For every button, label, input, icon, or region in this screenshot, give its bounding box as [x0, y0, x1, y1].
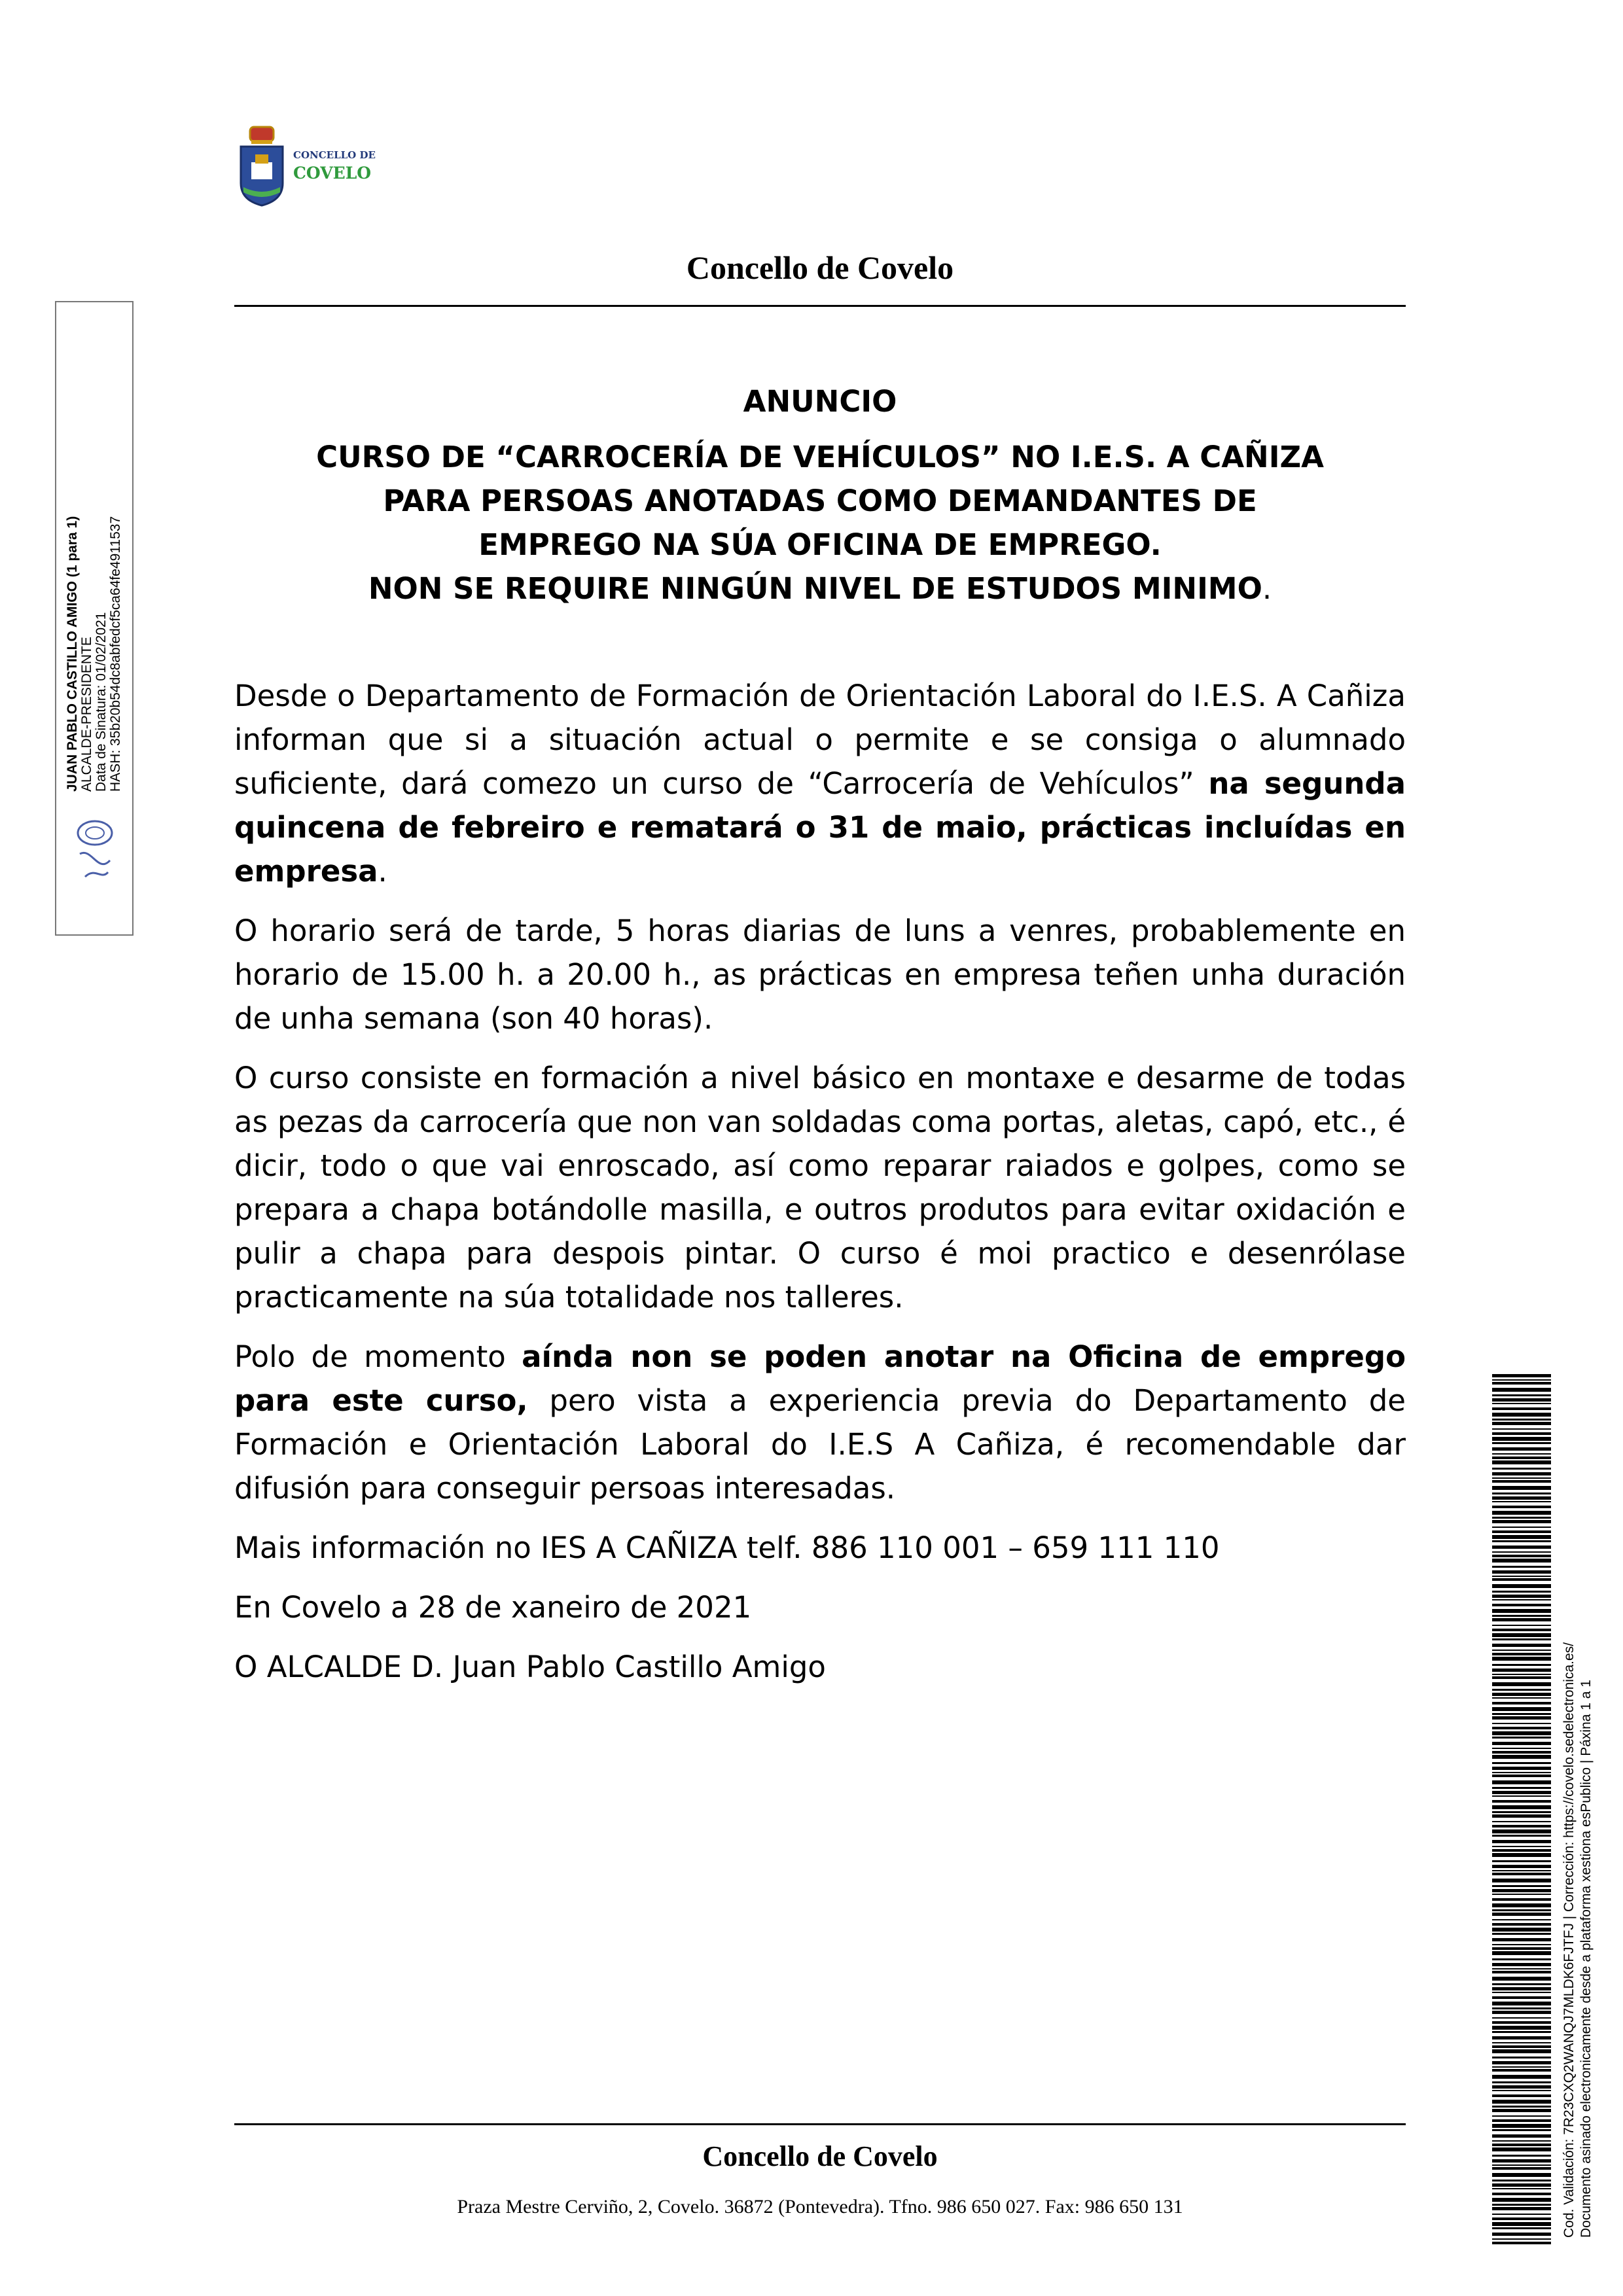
barcode-bar [1492, 1879, 1551, 1882]
barcode-bar [1492, 2155, 1551, 2157]
barcode-bar [1492, 1958, 1551, 1960]
barcode-bar [1492, 1447, 1551, 1451]
barcode-bar [1492, 1492, 1551, 1494]
barcode-bar [1492, 1669, 1551, 1672]
barcode-bar [1492, 1889, 1551, 1892]
barcode-bar [1492, 2188, 1551, 2189]
barcode-bar [1492, 1800, 1551, 1803]
barcode-bar [1492, 1394, 1551, 1396]
barcode-bar [1492, 1987, 1551, 1990]
validation-platform: Documento asinado electronicamente desde a plataforma xestiona esPublico | Páxina 1 a 1 [1578, 1680, 1594, 2238]
barcode-bar [1492, 2204, 1551, 2206]
barcode-bar [1492, 1629, 1551, 1631]
barcode-bar [1492, 1865, 1551, 1868]
barcode-bar [1492, 2002, 1551, 2005]
barcode-bar [1492, 1713, 1551, 1715]
barcode-bar [1492, 2036, 1551, 2040]
barcode-bar [1492, 1428, 1551, 1430]
barcode-bar [1492, 1755, 1551, 1759]
barcode-bar [1492, 1520, 1551, 1523]
barcode-bar [1492, 1791, 1551, 1794]
barcode-bar [1492, 1762, 1551, 1764]
barcode-bar [1492, 2214, 1551, 2215]
barcode-bar [1492, 1442, 1551, 1444]
barcode-bar [1492, 1702, 1551, 1704]
barcode-bar [1492, 1780, 1551, 1784]
barcode-bar [1492, 1682, 1551, 1686]
barcode-bar [1492, 1535, 1551, 1539]
barcode-bar [1492, 1938, 1551, 1941]
barcode-bar [1492, 2106, 1551, 2108]
barcode-bar [1492, 1727, 1551, 1729]
barcode-bar [1492, 2222, 1551, 2226]
barcode-bar [1492, 1576, 1551, 1577]
barcode-bar [1492, 1496, 1551, 1500]
barcode-bar [1492, 1501, 1551, 1502]
barcode-bar [1492, 2227, 1551, 2229]
barcode-bar [1492, 2031, 1551, 2033]
barcode-bar [1492, 1644, 1551, 1647]
barcode-bar [1492, 1413, 1551, 1417]
barcode-bar [1492, 1398, 1551, 1402]
barcode-bar [1492, 2159, 1551, 2163]
barcode-bar [1492, 2140, 1551, 2142]
barcode-bar [1492, 1578, 1551, 1581]
subject-line: CURSO DE “CARROCERÍA DE VEHÍCULOS” NO I.E.S. A CAÑIZA [316, 440, 1324, 474]
barcode-bar [1492, 2233, 1551, 2236]
barcode-bar [1492, 1674, 1551, 1675]
barcode-bar [1492, 1751, 1551, 1754]
signature-date: Data de Sinatura: 01/02/2021 [94, 612, 109, 792]
barcode-bar [1492, 1814, 1551, 1818]
barcode-bar [1492, 1903, 1551, 1907]
barcode-bar [1492, 1653, 1551, 1655]
barcode-bar [1492, 1923, 1551, 1926]
barcode-bar [1492, 2124, 1551, 2128]
barcode-bar [1492, 1971, 1551, 1973]
signer-name: JUAN PABLO CASTILLO AMIGO (1 para 1) [65, 516, 80, 792]
barcode-bar [1492, 1898, 1551, 1901]
barcode-bar [1492, 1388, 1551, 1392]
logo-text-line2: COVELO [293, 164, 372, 183]
barcode-bar [1492, 2057, 1551, 2058]
barcode-bar [1492, 1697, 1551, 1699]
barcode-bar [1492, 1604, 1551, 1606]
barcode-bar [1492, 1805, 1551, 1809]
validation-text [1561, 1348, 1595, 2238]
barcode-bar [1492, 1913, 1551, 1916]
paragraph-text: pero vista a experiencia previa do Departamento de Formación e Orientación Laboral do I.E.S A Cañiza, é recomendable dar difusión para conseguir persoas interesadas. [234, 1383, 1406, 1506]
footer-divider [234, 2123, 1406, 2125]
barcode-bar [1492, 2144, 1551, 2146]
barcode-bar [1492, 1885, 1551, 1887]
barcode-bar [1492, 1737, 1551, 1739]
barcode-bar [1492, 1419, 1551, 1421]
validation-code: Cod. Validación: 7R23CXQ2WANQJ7MLDK6FJTFJ | Corrección: https://covelo.sedelectronica.es/ [1561, 1642, 1577, 2238]
barcode-bar [1492, 1422, 1551, 1425]
barcode-bar [1492, 1707, 1551, 1711]
barcode-bar [1492, 1551, 1551, 1553]
barcode-bar [1492, 2217, 1551, 2220]
barcode-bar [1492, 2066, 1551, 2068]
barcode-bar [1492, 1795, 1551, 1797]
barcode-bar [1492, 2085, 1551, 2089]
signatory-line: O ALCALDE D. Juan Pablo Castillo Amigo [234, 1650, 826, 1684]
barcode-bar [1492, 2081, 1551, 2083]
subject-line: EMPREGO NA SÚA OFICINA DE EMPREGO. [478, 527, 1162, 562]
barcode-bar [1492, 2183, 1551, 2187]
barcode-bar [1492, 1527, 1551, 1528]
barcode-bar [1492, 2026, 1551, 2030]
barcode-bar [1492, 2173, 1551, 2177]
paragraph-3: O curso consiste en formación a nivel básico en montaxe e desarme de todas as pezas da carrocería que non van soldadas coma portas, aletas, capó, etc., é dicir, todo o que vai enroscado, así como reparar raiados e golpes, como se prepara a chapa botándolle masilla, e outros produtos para evitar oxidación e pulir a chapa para despois pintar. O curso é moi practico e desenrólase practicamente na súa totalidade nos talleres. [234, 1061, 1406, 1315]
barcode-bar [1492, 1944, 1551, 1945]
barcode-bar [1492, 1846, 1551, 1847]
barcode-bar [1492, 1742, 1551, 1745]
barcode-bar [1492, 1477, 1551, 1479]
barcode-bar [1492, 1374, 1551, 1377]
barcode-bar [1492, 1772, 1551, 1773]
validation-barcode [1492, 1374, 1551, 2244]
barcode-bar [1492, 1555, 1551, 1557]
barcode-bar [1492, 1657, 1551, 1661]
announcement-subject [234, 435, 1406, 610]
barcode-bar [1492, 2242, 1551, 2244]
barcode-bar [1492, 1486, 1551, 1490]
municipal-logo [236, 124, 393, 209]
barcode-bar [1492, 1559, 1551, 1563]
barcode-bar [1492, 2042, 1551, 2043]
barcode-bar [1492, 2017, 1551, 2019]
paragraph-1 [234, 674, 1406, 893]
barcode-bar [1492, 2238, 1551, 2240]
barcode-bar [1492, 2207, 1551, 2210]
barcode-bar [1492, 1584, 1551, 1588]
barcode-bar [1492, 1540, 1551, 1542]
barcode-bar [1492, 1517, 1551, 1519]
barcode-bar [1492, 1693, 1551, 1696]
barcode-bar [1492, 1821, 1551, 1822]
barcode-bar [1492, 2011, 1551, 2014]
barcode-bar [1492, 2007, 1551, 2009]
barcode-bar [1492, 1853, 1551, 1857]
header-divider [234, 305, 1406, 307]
barcode-bar [1492, 1472, 1551, 1475]
barcode-bar [1492, 1506, 1551, 1508]
barcode-bar [1492, 1595, 1551, 1598]
barcode-bar [1492, 1996, 1551, 1999]
date-line: En Covelo a 28 de xaneiro de 2021 [234, 1590, 752, 1625]
barcode-bar [1492, 1530, 1551, 1533]
barcode-bar [1492, 1731, 1551, 1735]
barcode-bar [1492, 1983, 1551, 1985]
barcode-bar [1492, 1928, 1551, 1932]
barcode-bar [1492, 1379, 1551, 1381]
barcode-bar [1492, 2021, 1551, 2024]
barcode-bar [1492, 2100, 1551, 2104]
barcode-bar [1492, 1775, 1551, 1777]
barcode-bar [1492, 1566, 1551, 1568]
barcode-bar [1492, 2119, 1551, 2122]
barcode-bar [1492, 1633, 1551, 1637]
paragraph-emphasis: na segunda quincena de febreiro e rematará o 31 de maio, prácticas incluídas en empresa [234, 766, 1406, 889]
subject-line-text: NON SE REQUIRE NINGÚN NIVEL DE ESTUDOS MINIMO [368, 571, 1262, 606]
paragraph-4 [234, 1335, 1406, 1510]
barcode-bar [1492, 1951, 1551, 1955]
barcode-bar [1492, 2069, 1551, 2072]
barcode-bar [1492, 1599, 1551, 1600]
barcode-bar [1492, 1570, 1551, 1574]
barcode-bar [1492, 1811, 1551, 1813]
barcode-bar [1492, 2094, 1551, 2097]
subject-line: PARA PERSOAS ANOTADAS COMO DEMANDANTES DE [383, 484, 1257, 518]
barcode-bar [1492, 1457, 1551, 1459]
coat-of-arms-icon [236, 124, 288, 209]
paragraph-text: Desde o Departamento de Formación de Orientación Laboral do I.E.S. A Cañiza informan que si a situación actual o permite e se consiga o alumnado suficiente, dará comezo un curso de “Carrocería de Vehículos” [234, 679, 1406, 801]
barcode-bar [1492, 1407, 1551, 1410]
barcode-bar [1492, 1909, 1551, 1911]
paragraph-emphasis: aínda non se poden anotar na Oficina de emprego para este curso, [234, 1339, 1406, 1418]
barcode-bar [1492, 1787, 1551, 1789]
subject-line [234, 567, 1406, 610]
barcode-bar [1492, 2090, 1551, 2091]
logo-text-line1: CONCELLO DE [293, 149, 376, 161]
barcode-bar [1492, 1625, 1551, 1626]
barcode-bar [1492, 1453, 1551, 1455]
barcode-bar [1492, 1618, 1551, 1621]
barcode-bar [1492, 2045, 1551, 2048]
barcode-bar [1492, 1849, 1551, 1852]
barcode-bar [1492, 2180, 1551, 2181]
barcode-bar [1492, 1968, 1551, 1969]
barcode-bar [1492, 2134, 1551, 2138]
barcode-bar [1492, 1615, 1551, 1617]
barcode-bar [1492, 1947, 1551, 1950]
barcode-bar [1492, 1468, 1551, 1470]
barcode-bar [1492, 1870, 1551, 1871]
barcode-bar [1492, 1873, 1551, 1875]
barcode-bar [1492, 1933, 1551, 1935]
barcode-bar [1492, 1829, 1551, 1833]
barcode-bar [1492, 2075, 1551, 2079]
barcode-bar [1492, 1825, 1551, 1828]
barcode-bar [1492, 2147, 1551, 2151]
barcode-bar [1492, 1545, 1551, 1549]
barcode-bar [1492, 2061, 1551, 2064]
barcode-bar [1492, 2167, 1551, 2170]
barcode-bar [1492, 1992, 1551, 1993]
barcode-bar [1492, 1480, 1551, 1483]
barcode-bar [1492, 1723, 1551, 1724]
contact-info: Mais información no IES A CAÑIZA telf. 886 110 001 – 659 111 110 [234, 1530, 1220, 1565]
footer-title: Concello de Covelo [702, 2140, 938, 2172]
barcode-bar [1492, 1840, 1551, 1843]
barcode-bar [1492, 1460, 1551, 1464]
barcode-bar [1492, 1716, 1551, 1720]
barcode-bar [1492, 1977, 1551, 1981]
signature-seal-icon [72, 815, 118, 887]
barcode-bar [1492, 1609, 1551, 1613]
barcode-bar [1492, 2198, 1551, 2202]
barcode-bar [1492, 1676, 1551, 1679]
paragraph-2: O horario será de tarde, 5 horas diarias de luns a venres, probablemente en horario de 15.00 h. a 20.00 h., as prácticas en empresa teñen unha duración de unha semana (son 40 horas). [234, 913, 1406, 1036]
barcode-bar [1492, 1403, 1551, 1404]
barcode-bar [1492, 2109, 1551, 2112]
barcode-bar [1492, 1432, 1551, 1435]
signer-role: ALCALDE-PRESIDENTE [79, 637, 94, 792]
announcement-body [234, 674, 1406, 1704]
paragraph-text: . [378, 854, 387, 889]
barcode-bar [1492, 1963, 1551, 1966]
paragraph-text: Polo de momento [234, 1339, 522, 1374]
header-title: Concello de Covelo [686, 249, 954, 286]
announcement-heading: ANUNCIO [743, 384, 897, 419]
barcode-bar [1492, 1664, 1551, 1666]
barcode-bar [1492, 1382, 1551, 1385]
subject-line-period: . [1262, 571, 1272, 606]
barcode-bar [1492, 1689, 1551, 1691]
barcode-bar [1492, 1437, 1551, 1441]
barcode-bar [1492, 1919, 1551, 1920]
signature-text [65, 399, 123, 792]
barcode-bar [1492, 1894, 1551, 1895]
barcode-bar [1492, 1835, 1551, 1837]
barcode-bar [1492, 2193, 1551, 2195]
barcode-bar [1492, 2115, 1551, 2117]
signature-hash: HASH: 35b20b54dc8abfedcf5ca64fe4911537 [108, 516, 123, 792]
barcode-bar [1492, 1511, 1551, 1515]
barcode-bar [1492, 1860, 1551, 1862]
barcode-bar [1492, 1591, 1551, 1593]
barcode-bar [1492, 1638, 1551, 1640]
barcode-bar [1492, 2164, 1551, 2166]
barcode-bar [1492, 1767, 1551, 1770]
barcode-bar [1492, 1748, 1551, 1749]
footer-address: Praza Mestre Cerviño, 2, Covelo. 36872 (Pontevedra). Tfno. 986 650 027. Fax: 986 650 131 [457, 2196, 1183, 2217]
barcode-bar [1492, 2049, 1551, 2053]
barcode-bar [1492, 2129, 1551, 2131]
barcode-bar [1492, 1650, 1551, 1651]
